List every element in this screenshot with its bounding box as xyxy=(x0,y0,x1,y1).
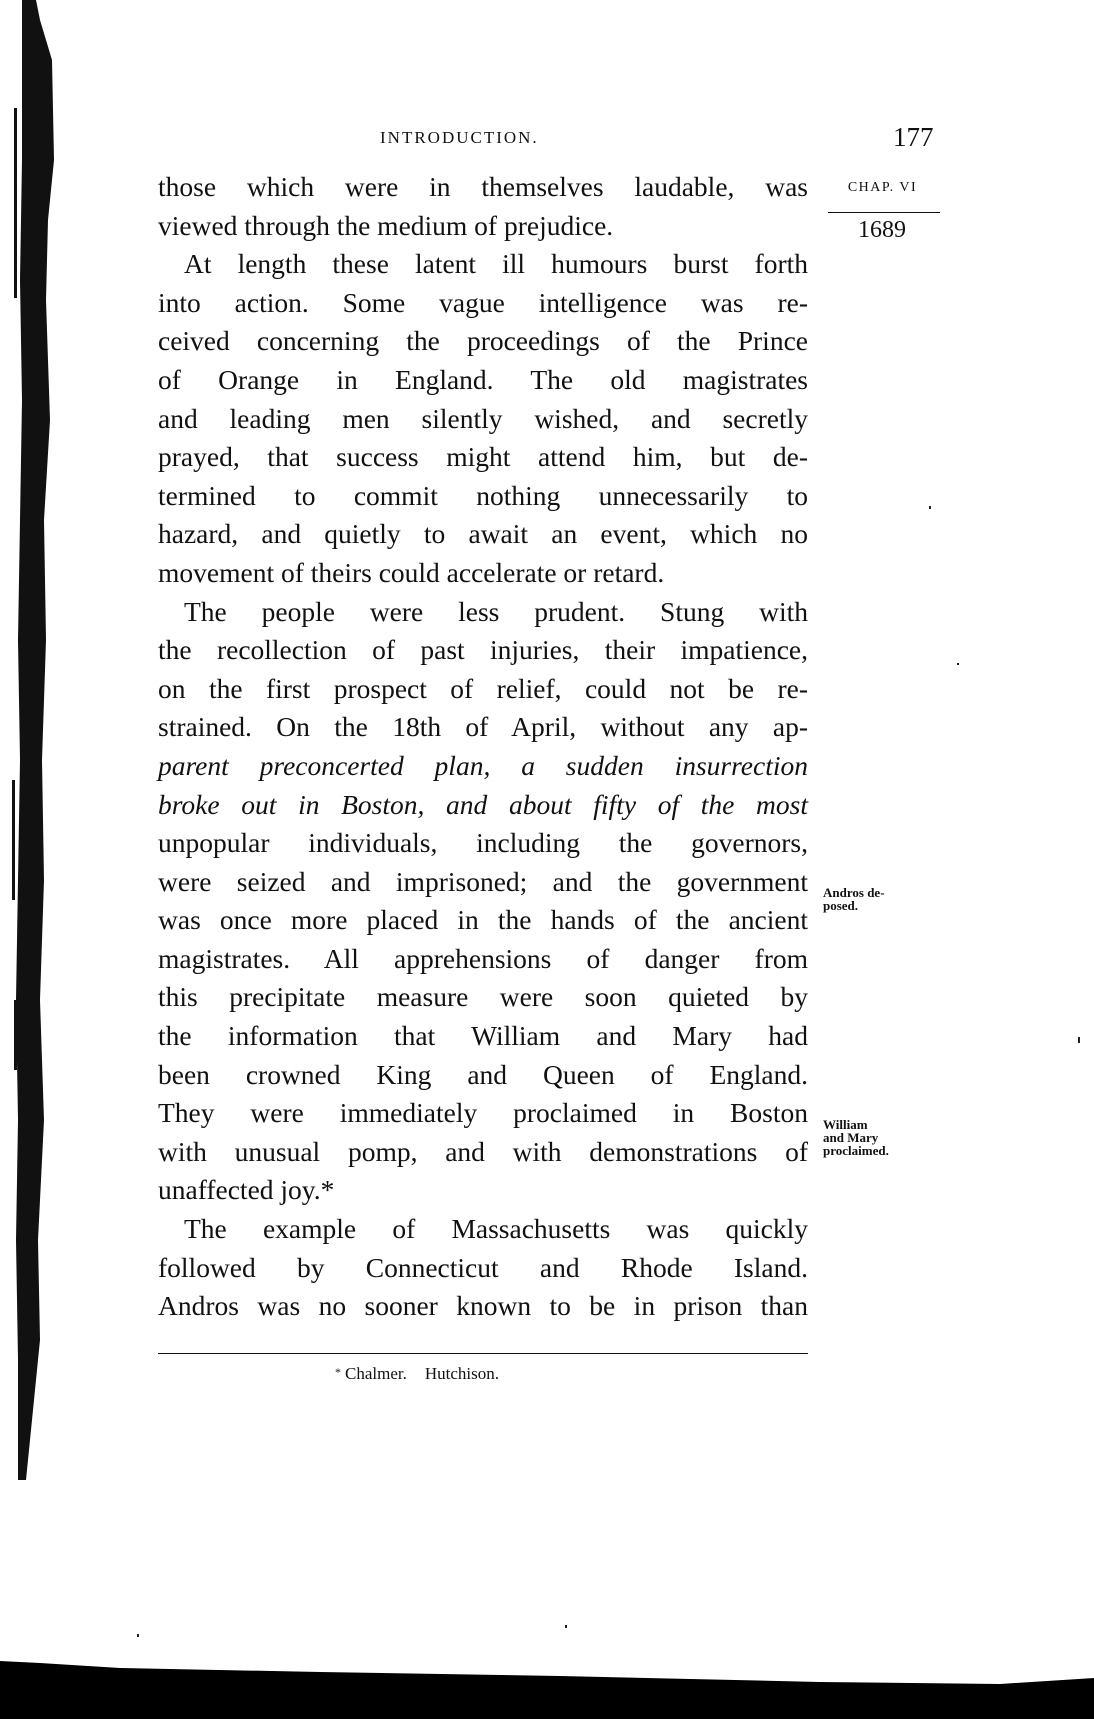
scan-speck xyxy=(565,1625,567,1628)
sidenote-line: William xyxy=(823,1117,868,1132)
text-line: They were immediately proclaimed in Boston xyxy=(158,1097,808,1129)
footnote-source: Chalmer. xyxy=(345,1364,407,1383)
text-line: viewed through the medium of prejudice. xyxy=(158,209,614,241)
text-line: with unusual pomp, and with demonstrations of xyxy=(158,1135,808,1167)
paragraph-start-line: The people were less prudent. Stung with xyxy=(184,595,808,627)
body-text xyxy=(158,168,808,1326)
chapter-rule xyxy=(828,212,940,213)
scan-speck xyxy=(137,1634,139,1637)
text-line: strained. On the 18th of April, without any ap- xyxy=(158,711,808,743)
text-line: the recollection of past injuries, their impatience, xyxy=(158,634,808,666)
text-line: unaffected joy.* xyxy=(158,1174,335,1206)
text-line: followed by Connecticut and Rhode Island. xyxy=(158,1251,808,1283)
footnote-marker: * xyxy=(335,1365,341,1379)
sidenote-line: Andros de- xyxy=(823,885,885,900)
text-line: parent preconcerted plan, a sudden insurrection xyxy=(158,749,808,781)
paragraph-start-line: The example of Massachusetts was quickly xyxy=(184,1213,808,1245)
sidenote-line: posed. xyxy=(823,898,859,913)
text-line: this precipitate measure were soon quieted by xyxy=(158,981,808,1013)
text-line: termined to commit nothing unnecessarily to xyxy=(158,479,808,511)
text-line: hazard, and quietly to await an event, which no xyxy=(158,518,808,550)
scan-bottom-edge xyxy=(0,1660,1094,1719)
scan-binding-edge xyxy=(0,0,60,1480)
running-head: INTRODUCTION. xyxy=(380,128,539,147)
page-number: 177 xyxy=(893,122,934,152)
text-line: broke out in Boston, and about fifty of the most xyxy=(158,788,808,820)
text-line: were seized and imprisoned; and the government xyxy=(158,865,808,897)
text-line: on the first prospect of relief, could not be re- xyxy=(158,672,808,704)
footnote xyxy=(335,1364,499,1384)
sidenote-andros-deposed xyxy=(823,886,933,912)
text-line: Andros was no sooner known to be in prison than xyxy=(158,1290,808,1322)
footnote-rule xyxy=(158,1353,808,1354)
text-line: into action. Some vague intelligence was re- xyxy=(158,286,808,318)
text-line: of Orange in England. The old magistrates xyxy=(158,363,808,395)
text-line: prayed, that success might attend him, but de- xyxy=(158,441,808,473)
year-label: 1689 xyxy=(858,217,906,243)
text-line: magistrates. All apprehensions of danger from xyxy=(158,942,808,974)
scan-speck xyxy=(957,663,959,665)
text-line: ceived concerning the proceedings of the Prince xyxy=(158,325,808,357)
text-line: was once more placed in the hands of the ancient xyxy=(158,904,808,936)
chapter-label: CHAP. VI xyxy=(847,180,918,195)
paragraph-start-line: At length these latent ill humours burst forth xyxy=(184,248,808,280)
text-line: those which were in themselves laudable, was xyxy=(158,171,808,202)
text-line: and leading men silently wished, and secretly xyxy=(158,402,808,434)
sidenote-william-mary-proclaimed xyxy=(823,1118,933,1157)
sidenote-line: and Mary xyxy=(823,1130,879,1145)
text-line: movement of theirs could accelerate or retard. xyxy=(158,556,665,588)
text-line: unpopular individuals, including the governors, xyxy=(158,827,808,859)
scan-speck xyxy=(1078,1037,1080,1043)
text-line: been crowned King and Queen of England. xyxy=(158,1058,808,1090)
page-header xyxy=(158,122,938,156)
footnote-source: Hutchison. xyxy=(424,1364,499,1383)
sidenote-line: proclaimed. xyxy=(823,1143,889,1158)
text-line: the information that William and Mary had xyxy=(158,1020,808,1052)
scan-speck xyxy=(929,506,931,509)
